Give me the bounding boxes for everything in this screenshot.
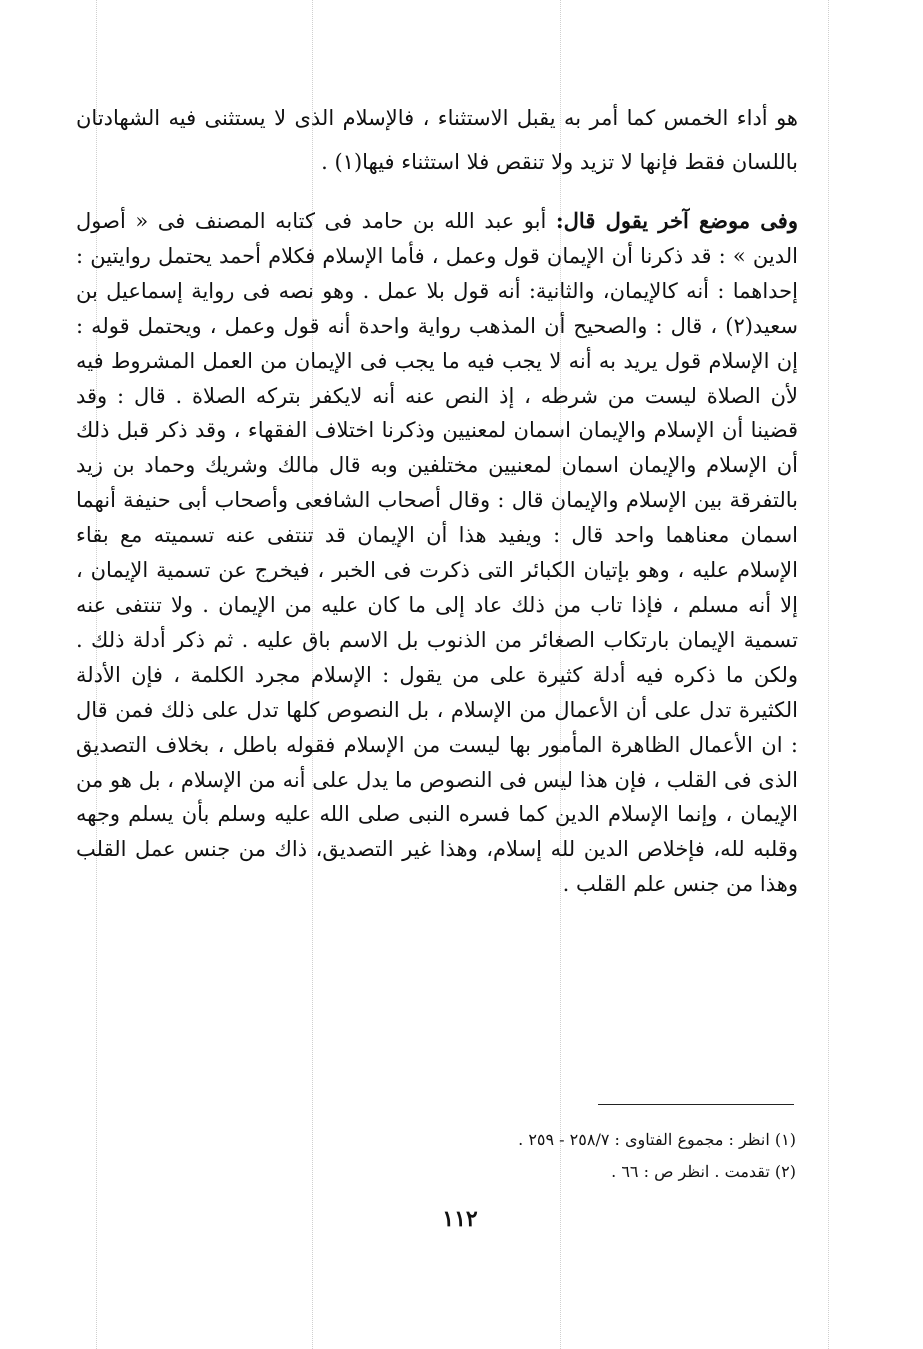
footnote-divider (598, 1104, 794, 1105)
main-paragraph (76, 204, 798, 902)
intro-paragraph: هو أداء الخمس كما أمر به يقبل الاستثناء ، فالإسلام الذى لا يستثنى فيه الشهادتان باللسان فقط فإنها لا تزيد ولا تنقص فلا استثناء فيها(١) . (76, 106, 798, 174)
footnotes (300, 1124, 796, 1188)
binder-guide-line (828, 0, 829, 1349)
paragraph-body: أبو عبد الله بن حامد فى كتابه المصنف فى « أصول الدين » : قد ذكرنا أن الإيمان قول وعمل ، فأما الإسلام فكلام أحمد يحتمل روايتين : إحداهما : أنه كالإيمان، والثانية: أنه قول بلا عمل . وهو نصه فى رواية إسماعيل بن سعيد(٢) ، قال : والصحيح أن المذهب رواية واحدة أنه قول وعمل ، ويحتمل قوله : إن الإسلام قول يريد به أنه لا يجب فيه ما يجب فى الإيمان من العمل المشروط فيه لأن الصلاة ليست من شرطه ، إذ النص عنه أنه لايكفر بتركه الصلاة . قال : وقد قضينا أن الإسلام والإيمان اسمان لمعنيين وذكرنا اختلاف الفقهاء ، وقد ذكر قبل ذلك أن الإسلام والإيمان اسمان لمعنيين مختلفين وبه قال مالك وشريك وحماد بن زيد بالتفرقة بين الإسلام والإيمان قال : وقال أصحاب الشافعى وأصحاب أبى حنيفة أنهما اسمان معناهما واحد قال : ويفيد هذا أن الإيمان قد تنتفى عنه تسميته مع بقاء الإسلام عليه ، وهو بإتيان الكبائر التى ذكرت فى الخبر ، فيخرج عن تسمية الإيمان ، إلا أنه مسلم ، فإذا تاب من ذلك عاد إلى ما كان عليه من الإيمان . ولا تنتفى عنه تسمية الإيمان بارتكاب الصغائر من الذنوب بل الاسم باق عليه . ثم ذكر أدلة ذلك . ولكن ما ذكره فيه أدلة كثيرة على من يقول : الإسلام مجرد الكلمة ، فإن الأدلة الكثيرة تدل على أن الأعمال من الإسلام ، بل النصوص كلها تدل على ذلك فمن قال : ان الأعمال الظاهرة المأمور بها ليست من الإسلام فقوله باطل ، بخلاف التصديق الذى فى القلب ، فإن هذا ليس فى النصوص ما يدل على أنه من الإسلام ، بل هو من الإيمان ، وإنما الإسلام الدين كما فسره النبى صلى الله عليه وسلم بأن يسلم وجهه وقلبه لله، فإخلاص الدين لله إسلام، وهذا غير التصديق، ذاك من جنس عمل القلب وهذا من جنس علم القلب . (76, 209, 798, 897)
footnote-1: (١) انظر : مجموع الفتاوى : ٢٥٨/٧ - ٢٥٩ . (518, 1130, 796, 1149)
paragraph-lead: وفى موضع آخر يقول قال: (555, 208, 798, 233)
footnote-2: (٢) تقدمت . انظر ص : ٦٦ . (611, 1162, 796, 1181)
page-number: ١١٢ (442, 1206, 478, 1232)
